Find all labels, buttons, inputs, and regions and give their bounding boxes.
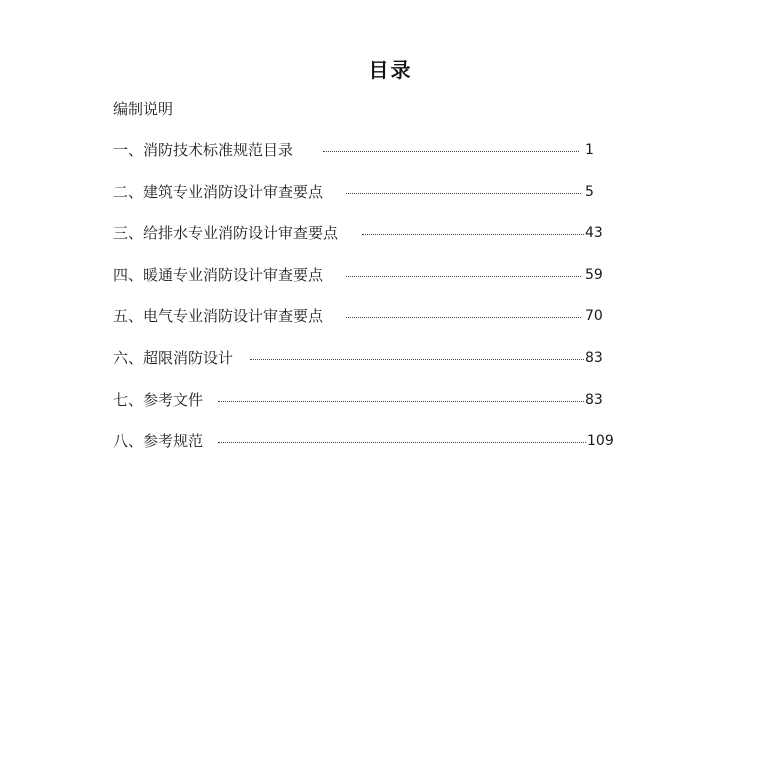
preface-heading: 编制说明 (113, 100, 174, 118)
toc-entry-leader (346, 276, 581, 277)
toc-entry-leader (346, 193, 581, 194)
toc-entry-label: 七、参考文件 (113, 390, 204, 409)
toc-entry[interactable] (113, 429, 633, 471)
toc-title: 目录 (368, 58, 413, 82)
toc-entry-leader (218, 442, 586, 443)
toc-list (113, 138, 633, 471)
toc-entry[interactable] (113, 388, 633, 430)
toc-entry-label: 四、暖通专业消防设计审查要点 (113, 265, 324, 284)
toc-entry-page: 1 (585, 142, 594, 158)
toc-entry-page: 59 (585, 266, 603, 283)
toc-entry-label: 八、参考规范 (113, 432, 204, 451)
toc-entry-label: 六、超限消防设计 (113, 348, 234, 367)
toc-entry-leader (323, 151, 579, 152)
toc-entry-label: 二、建筑专业消防设计审查要点 (113, 182, 324, 201)
toc-entry-label: 五、电气专业消防设计审查要点 (113, 307, 324, 326)
toc-entry-page: 43 (585, 225, 603, 242)
toc-entry-page: 5 (585, 183, 594, 200)
toc-entry-label: 三、给排水专业消防设计审查要点 (113, 224, 339, 243)
toc-entry-leader (218, 401, 584, 402)
toc-entry[interactable] (113, 221, 633, 263)
toc-entry-leader (250, 359, 584, 360)
toc-entry-leader (346, 317, 581, 318)
toc-entry[interactable] (113, 180, 633, 222)
toc-entry-label: 一、消防技术标准规范目录 (113, 141, 294, 159)
toc-entry[interactable] (113, 304, 633, 346)
toc-entry[interactable] (113, 263, 633, 305)
toc-entry-page: 83 (585, 349, 603, 366)
toc-entry-page: 109 (587, 433, 614, 450)
toc-entry[interactable] (113, 138, 633, 180)
toc-entry[interactable] (113, 346, 633, 388)
toc-entry-page: 83 (585, 391, 603, 408)
toc-entry-page: 70 (585, 308, 603, 325)
toc-entry-leader (362, 234, 584, 235)
